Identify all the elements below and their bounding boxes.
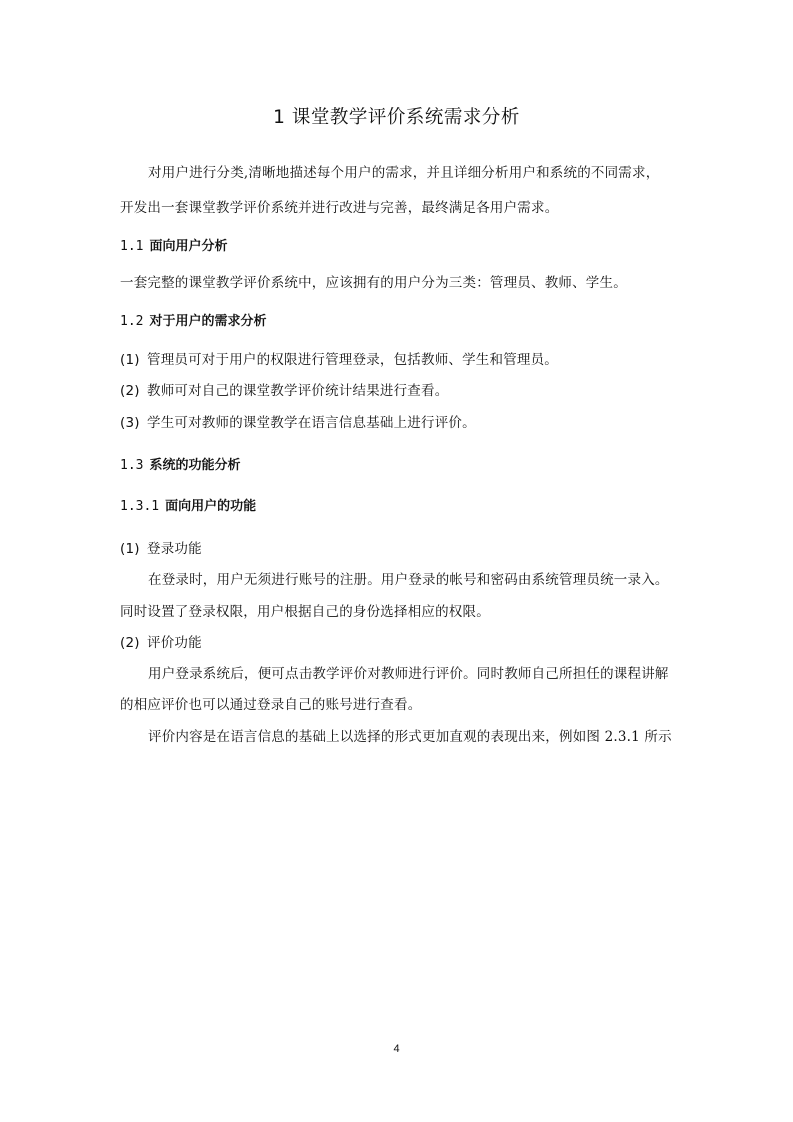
list-item-number: (3) (120, 415, 140, 431)
section-title: 面向用户的功能 (165, 499, 257, 514)
list-item-text: 登录功能 (147, 541, 202, 557)
section-number: 1.1 (120, 239, 144, 254)
section-heading-1-3-1 (120, 498, 256, 516)
section-number: 1.2 (120, 314, 144, 329)
list-item-number: (2) (120, 383, 140, 399)
section-heading-1-3 (120, 457, 241, 475)
list-item-text: 教师可对自己的课堂教学评价统计结果进行查看。 (147, 383, 449, 399)
subsection-evaluate-label (120, 634, 202, 652)
section-title: 系统的功能分析 (149, 458, 241, 473)
list-item-number: (1) (120, 352, 140, 368)
evaluate-paragraph-line-3: 评价内容是在语言信息的基础上以选择的形式更加直观的表现出来，例如图 2.3.1 所示 (148, 729, 672, 745)
section-title: 面向用户分析 (149, 239, 228, 254)
section-title: 对于用户的需求分析 (149, 314, 267, 329)
list-item-number: (1) (120, 541, 140, 557)
list-item (120, 382, 448, 400)
section-heading-1-2 (120, 313, 267, 331)
section-number: 1.3 (120, 458, 144, 473)
section-1-1-text: 一套完整的课堂教学评价系统中，应该拥有的用户分为三类：管理员、教师、学生。 (120, 275, 627, 291)
page-number: 4 (393, 1043, 400, 1055)
page-title: 1 课堂教学评价系统需求分析 (273, 107, 520, 128)
evaluate-paragraph-line-2: 的相应评价也可以通过登录自己的账号进行查看。 (120, 697, 422, 713)
section-number: 1.3.1 (120, 499, 160, 514)
login-paragraph-line-1: 在登录时，用户无须进行账号的注册。用户登录的帐号和密码由系统管理员统一录入。 (148, 572, 669, 588)
list-item (120, 351, 558, 369)
intro-line-2: 开发出一套课堂教学评价系统并进行改进与完善，最终满足各用户需求。 (120, 200, 559, 216)
evaluate-paragraph-line-1: 用户登录系统后，便可点击教学评价对教师进行评价。同时教师自己所担任的课程讲解 (148, 666, 669, 682)
list-item-text: 管理员可对于用户的权限进行管理登录，包括教师、学生和管理员。 (147, 352, 558, 368)
subsection-login-label (120, 540, 202, 558)
list-item-text: 评价功能 (147, 635, 202, 651)
section-heading-1-1 (120, 238, 228, 256)
intro-line-1: 对用户进行分类,清晰地描述每个用户的需求，并且详细分析用户和系统的不同需求， (148, 165, 660, 181)
list-item (120, 414, 476, 432)
login-paragraph-line-2: 同时设置了登录权限，用户根据自己的身份选择相应的权限。 (120, 604, 490, 620)
list-item-text: 学生可对教师的课堂教学在语言信息基础上进行评价。 (147, 415, 476, 431)
list-item-number: (2) (120, 635, 140, 651)
